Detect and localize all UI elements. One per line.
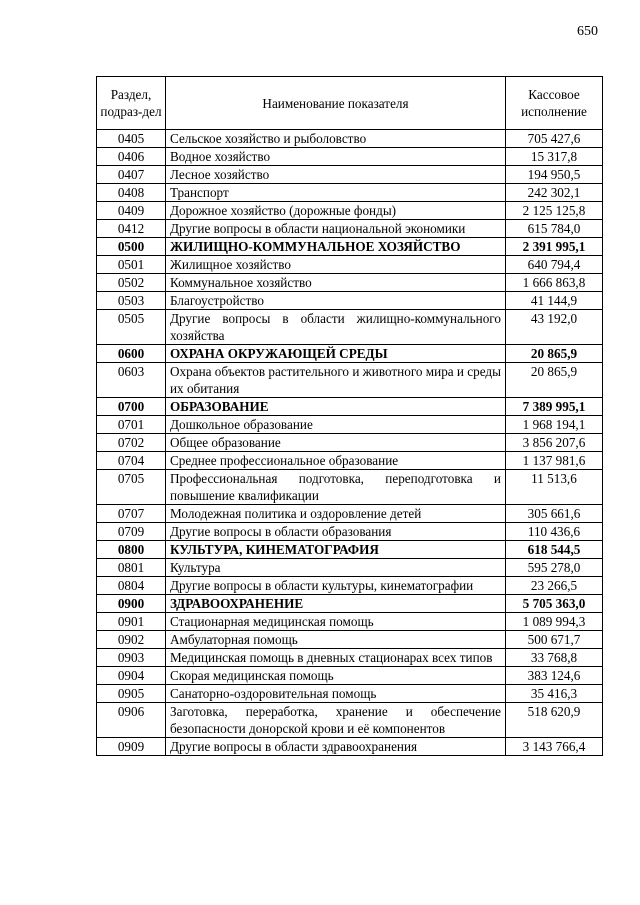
row-code: 0704 [97,452,166,470]
row-name: Дорожное хозяйство (дорожные фонды) [166,202,506,220]
row-code: 0705 [97,470,166,505]
row-value: 1 968 194,1 [506,416,603,434]
row-name: ЖИЛИЩНО-КОММУНАЛЬНОЕ ХОЗЯЙСТВО [166,238,506,256]
table-body [97,130,603,756]
row-code: 0909 [97,738,166,756]
row-code: 0408 [97,184,166,202]
row-value: 705 427,6 [506,130,603,148]
row-value: 7 389 995,1 [506,398,603,416]
row-code: 0502 [97,274,166,292]
row-code: 0500 [97,238,166,256]
row-code: 0600 [97,345,166,363]
row-name: Амбулаторная помощь [166,631,506,649]
row-name: Другие вопросы в области жилищно-коммунального хозяйства [166,310,506,345]
row-value: 595 278,0 [506,559,603,577]
table-row [97,613,603,631]
table-row [97,398,603,416]
row-name: Медицинская помощь в дневных стационарах всех типов [166,649,506,667]
row-name: Жилищное хозяйство [166,256,506,274]
page-number: 650 [577,24,598,39]
table-row [97,416,603,434]
row-name: Коммунальное хозяйство [166,274,506,292]
table-row [97,202,603,220]
table-row [97,434,603,452]
table-row [97,310,603,345]
row-value: 35 416,3 [506,685,603,703]
table-row [97,345,603,363]
row-value: 1 089 994,3 [506,613,603,631]
table-row [97,541,603,559]
table-row [97,595,603,613]
row-code: 0900 [97,595,166,613]
row-name: Скорая медицинская помощь [166,667,506,685]
row-name: Другие вопросы в области культуры, кинематографии [166,577,506,595]
row-code: 0707 [97,505,166,523]
row-code: 0905 [97,685,166,703]
row-value: 305 661,6 [506,505,603,523]
header-name: Наименование показателя [166,77,506,130]
table-row [97,649,603,667]
table-row [97,363,603,398]
row-value: 618 544,5 [506,541,603,559]
row-name: Другие вопросы в области образования [166,523,506,541]
table-row [97,130,603,148]
row-code: 0901 [97,613,166,631]
row-name: Транспорт [166,184,506,202]
row-value: 518 620,9 [506,703,603,738]
row-code: 0701 [97,416,166,434]
row-code: 0702 [97,434,166,452]
row-name: Санаторно-оздоровительная помощь [166,685,506,703]
row-value: 43 192,0 [506,310,603,345]
header-value: Кассовое исполнение [506,77,603,130]
row-value: 33 768,8 [506,649,603,667]
row-name: КУЛЬТУРА, КИНЕМАТОГРАФИЯ [166,541,506,559]
row-code: 0409 [97,202,166,220]
row-code: 0800 [97,541,166,559]
row-code: 0501 [97,256,166,274]
row-name: Молодежная политика и оздоровление детей [166,505,506,523]
row-name: Культура [166,559,506,577]
row-value: 11 513,6 [506,470,603,505]
table-row [97,685,603,703]
row-value: 20 865,9 [506,345,603,363]
table-row [97,452,603,470]
row-name: ОБРАЗОВАНИЕ [166,398,506,416]
table-row [97,274,603,292]
row-value: 2 391 995,1 [506,238,603,256]
row-code: 0804 [97,577,166,595]
row-name: Водное хозяйство [166,148,506,166]
row-name: Другие вопросы в области здравоохранения [166,738,506,756]
row-value: 110 436,6 [506,523,603,541]
table-row [97,505,603,523]
row-value: 5 705 363,0 [506,595,603,613]
row-code: 0505 [97,310,166,345]
row-code: 0902 [97,631,166,649]
row-value: 500 671,7 [506,631,603,649]
budget-table [96,76,603,756]
table-header-row [97,77,603,130]
row-name: Общее образование [166,434,506,452]
row-code: 0603 [97,363,166,398]
row-code: 0406 [97,148,166,166]
row-value: 23 266,5 [506,577,603,595]
row-value: 194 950,5 [506,166,603,184]
row-code: 0801 [97,559,166,577]
row-value: 1 137 981,6 [506,452,603,470]
row-code: 0903 [97,649,166,667]
row-code: 0407 [97,166,166,184]
table-row [97,667,603,685]
row-value: 1 666 863,8 [506,274,603,292]
table-row [97,523,603,541]
row-value: 20 865,9 [506,363,603,398]
row-name: Стационарная медицинская помощь [166,613,506,631]
row-code: 0904 [97,667,166,685]
row-code: 0412 [97,220,166,238]
row-name: ЗДРАВООХРАНЕНИЕ [166,595,506,613]
row-value: 15 317,8 [506,148,603,166]
table-row [97,559,603,577]
row-code: 0700 [97,398,166,416]
table-row [97,148,603,166]
row-value: 383 124,6 [506,667,603,685]
table-row [97,577,603,595]
table-row [97,166,603,184]
row-name: Сельское хозяйство и рыболовство [166,130,506,148]
row-name: Благоустройство [166,292,506,310]
row-value: 3 143 766,4 [506,738,603,756]
table-row [97,703,603,738]
row-name: Дошкольное образование [166,416,506,434]
row-name: Охрана объектов растительного и животного мира и среды их обитания [166,363,506,398]
table-row [97,256,603,274]
row-code: 0709 [97,523,166,541]
row-name: Среднее профессиональное образование [166,452,506,470]
row-value: 41 144,9 [506,292,603,310]
row-name: Профессиональная подготовка, переподготовка и повышение квалификации [166,470,506,505]
row-value: 2 125 125,8 [506,202,603,220]
row-value: 3 856 207,6 [506,434,603,452]
table-row [97,184,603,202]
table-row [97,631,603,649]
row-value: 242 302,1 [506,184,603,202]
table-row [97,292,603,310]
row-name: Заготовка, переработка, хранение и обеспечение безопасности донорской крови и её компонентов [166,703,506,738]
row-code: 0405 [97,130,166,148]
row-code: 0503 [97,292,166,310]
row-name: Лесное хозяйство [166,166,506,184]
table-row [97,738,603,756]
table-row [97,470,603,505]
row-name: ОХРАНА ОКРУЖАЮЩЕЙ СРЕДЫ [166,345,506,363]
row-value: 640 794,4 [506,256,603,274]
row-value: 615 784,0 [506,220,603,238]
header-code: Раздел, подраз-дел [97,77,166,130]
row-name: Другие вопросы в области национальной экономики [166,220,506,238]
row-code: 0906 [97,703,166,738]
table-row [97,238,603,256]
table-row [97,220,603,238]
